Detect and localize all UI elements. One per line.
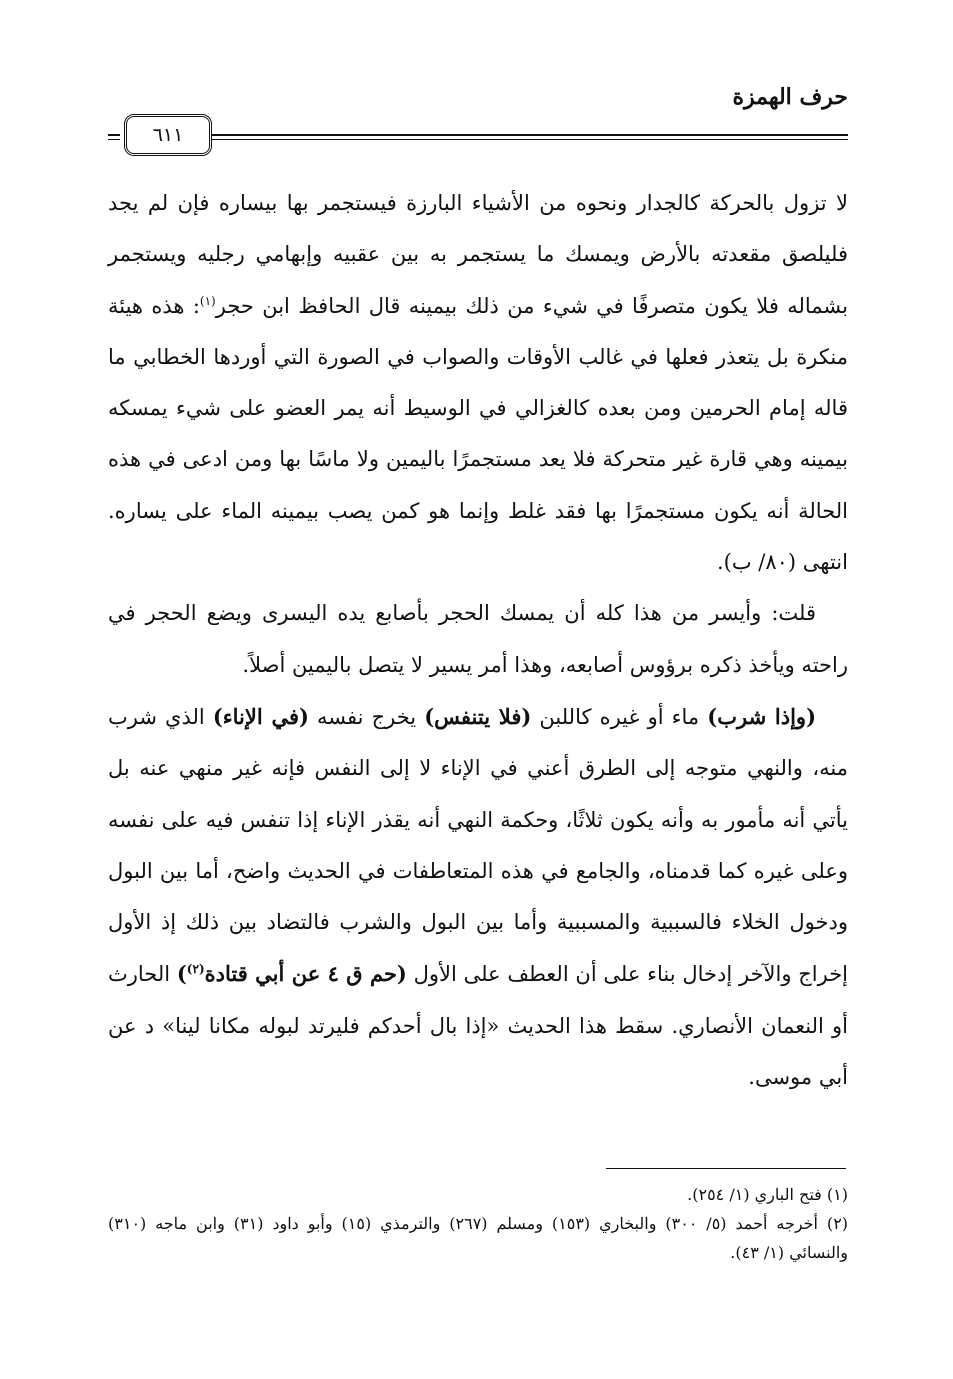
paragraph-3 [108,691,848,1103]
paragraph-1-text: لا تزول بالحركة كالجدار ونحوه من الأشياء البارزة فيستجمر بها بيساره فإن لم يجد فليلصق مقعدته بالأرض ويمسك ما يستجمر به بين عقبيه وإبهامي رجليه ويستجمر بشماله فلا يكون متصرفًا في شيء من ذلك بيمينه قال الحافظ ابن حجر [108,191,848,318]
source-attribution-close: ) [176,961,187,987]
paragraph-2: قلت: وأيسر من هذا كله أن يمسك الحجر بأصابع يده اليسرى ويضع الحجر في راحته ويأخذ ذكره برؤوس أصابعه، وهذا أمر يسير لا يتصل باليمين أصلاً. [108,601,848,677]
source-attribution-text: (حم ق ٤ عن أبي قتادة [204,961,407,987]
commentary-3: الذي شرب منه، والنهي متوجه إلى الطرق أعني في الإناء لا إلى النفس فإنه غير منهي عنه بل يأتي أنه مأمور به وأنه يكون ثلاثًا، وحكمة النهي أنه يقذر الإناء إذا تنفس فيه على نفسه وعلى غيره كما قدمناه، والجامع في هذه المتعاطفات في الحديث واضح، أما بين البول ودخول الخلاء فالسببية والمسببية وأما بين البول والشرب فالتضاد بين ذلك إذ الأول إخراج والآخر إدخال بناء على أن العطف على الأول [108,704,849,987]
footnote-ref-1: (١) [199,293,216,308]
page-header [108,84,848,154]
page-number: ٦١١ [124,114,212,156]
commentary-2: يخرج نفسه [308,704,425,729]
double-rule-line [212,134,848,140]
hadith-phrase-2: (فلا يتنفس) [424,703,532,729]
header-rule [108,114,848,150]
footnote-ref-2: (٢) [186,962,205,977]
double-rule-stub [108,134,120,140]
running-title: حرف الهمزة [732,84,848,110]
paragraph-1-continued: : هذه هيئة منكرة بل يتعذر فعلها في غالب الأوقات والصواب في الصورة التي أوردها الخطابي ما قاله إمام الحرمين ومن بعده كالغزالي في الوسيط أنه يمر العضو على شيء يمسكه بيمينه وهي قارة غير متحركة فلا يعد مستجمرًا باليمين ولا ماسًا بها ومن ادعى في هذه الحالة أنه يكون مستجمرًا بها فقد غلط وإنما هو كمن يصب بيمينه الماء على يساره. انتهى (٨٠/ ب). [108,293,848,575]
hadith-phrase-3: (في الإناء) [212,703,309,729]
footnote-1: (١) فتح الباري (١/ ٢٥٤). [687,1185,848,1204]
commentary-4: الحارث أو النعمان الأنصاري. سقط هذا الحديث «إذا بال أحدكم فليرتد لبوله مكانا لينا» د عن أبي موسى. [108,962,848,1090]
commentary-1: ماء أو غيره كاللبن [531,704,708,729]
footnotes [108,1180,848,1267]
paragraph-1 [108,178,848,588]
hadith-phrase-1: (وإذا شرب) [707,703,816,729]
footnote-separator [606,1168,846,1169]
source-attribution [177,961,407,986]
footnote-2: (٢) أخرجه أحمد (٥/ ٣٠٠) والبخاري (١٥٣) ومسلم (٢٦٧) والترمذي (١٥) وأبو داود (٣١) وابن ماجه (٣١٠) والنسائي (١/ ٤٣). [108,1214,849,1262]
body-text [108,178,848,1103]
